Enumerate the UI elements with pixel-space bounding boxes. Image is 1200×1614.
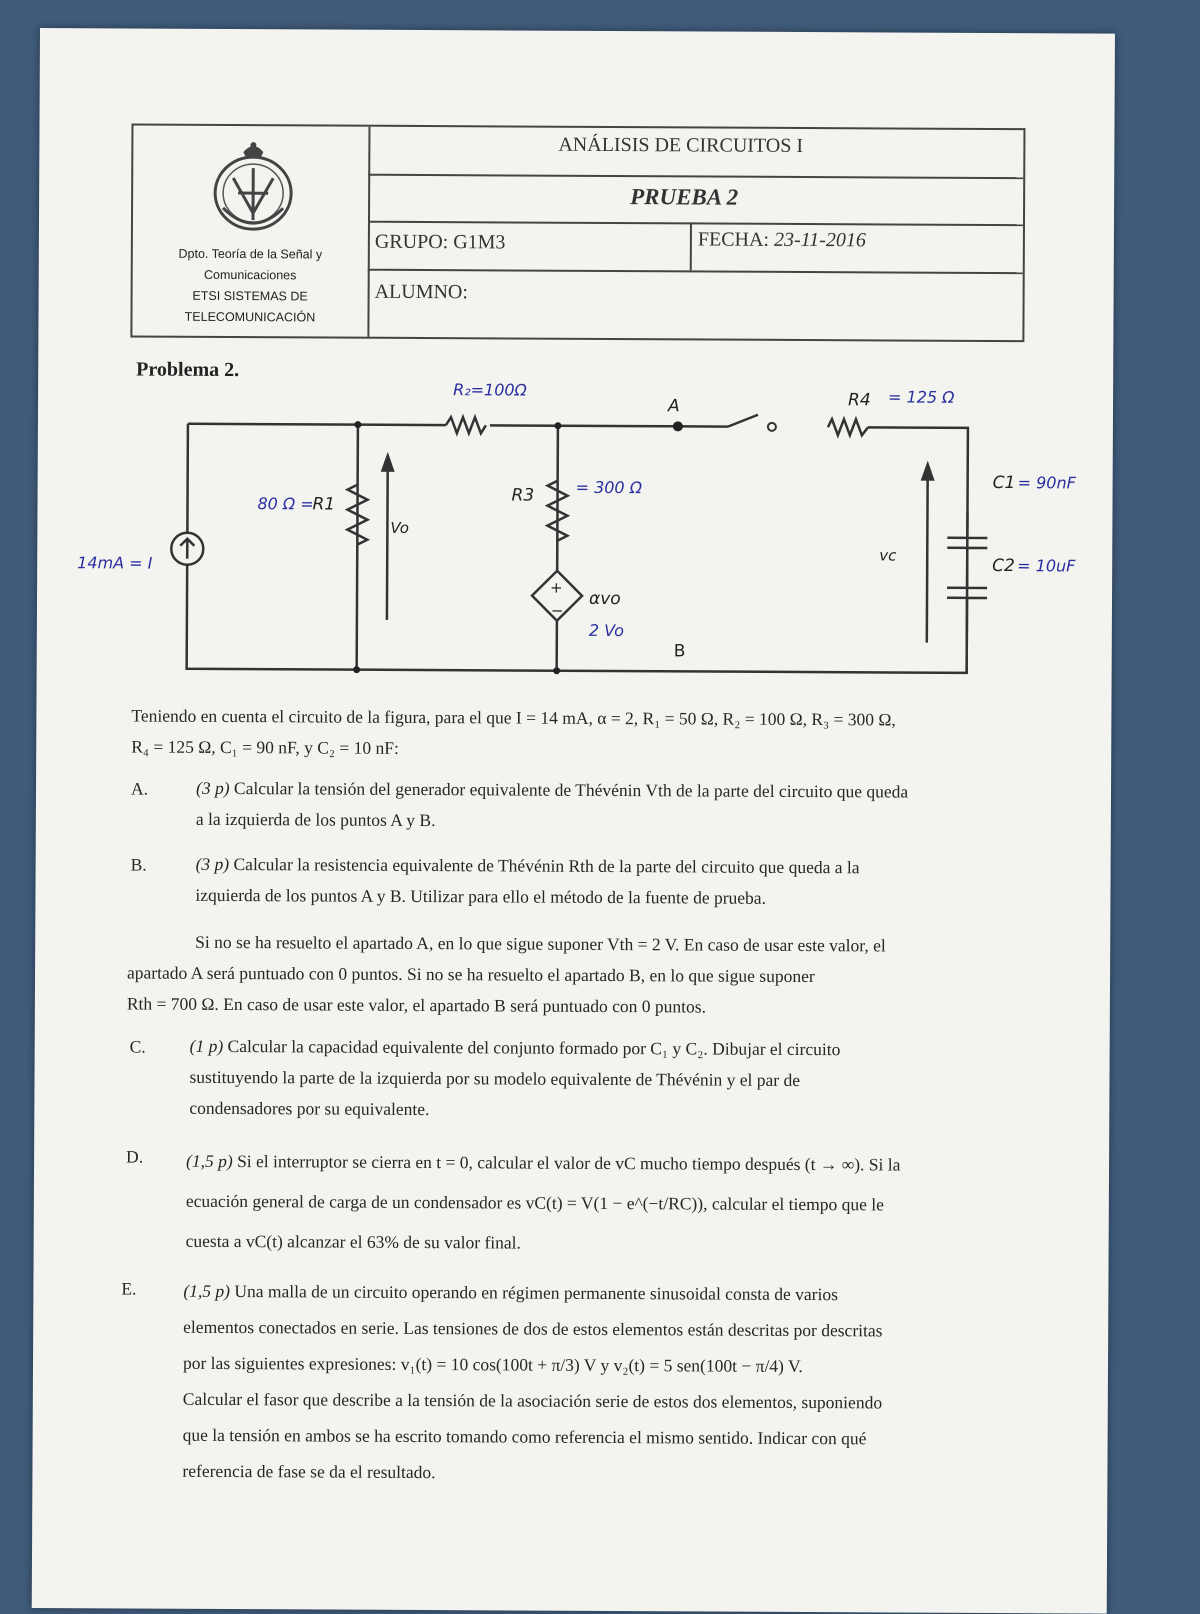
- group-field: GRUPO: G1M3: [374, 230, 506, 254]
- section-letter: E.: [121, 1278, 137, 1299]
- plus-sign: +: [550, 578, 563, 597]
- note-line: apartado A será puntuado con 0 puntos. Si no se ha resuelto el apartado B, en lo que sigue suponer: [127, 962, 815, 987]
- section-points: (1,5 p): [183, 1280, 231, 1302]
- section-text: Calcular la resistencia equivalente de Thévénin Rth de la parte del circuito que queda a la: [233, 854, 860, 878]
- section-points: (1,5 p): [186, 1150, 233, 1172]
- university-crest-icon: [208, 138, 299, 238]
- note-paragraph: [127, 926, 1032, 1024]
- section-text: referencia de fase se da el resultado.: [182, 1460, 436, 1483]
- section-points: (3 p): [195, 777, 230, 799]
- section-text: que la tensión en ambos se ha escrito tomando como referencia el mismo sentido. Indicar con qué: [182, 1424, 867, 1449]
- date-value: 23-11-2016: [773, 228, 866, 252]
- handwritten-c1: = 90nF: [1017, 473, 1076, 493]
- section-text: Si el interruptor se cierra en t = 0, calcular el valor de vC mucho tiempo después (t → ∞). Si la: [237, 1151, 901, 1175]
- node-dot: [353, 666, 360, 673]
- section-letter: A.: [130, 778, 149, 799]
- department-line: Dpto. Teoría de la Señal y: [178, 246, 323, 262]
- c2-label: C2: [992, 555, 1015, 577]
- node-a-label: A: [667, 396, 680, 417]
- r1-label: R1: [312, 494, 336, 515]
- intro-line: Teniendo en cuenta el circuito de la figura, para el que I = 14 mA, α = 2, R₁ = 50 Ω, R₂ = 100 Ω, R₃ = 300 Ω,: [131, 705, 896, 730]
- section-letter: D.: [126, 1146, 144, 1167]
- section-letter: B.: [130, 854, 147, 875]
- date-label: FECHA:: [697, 228, 770, 251]
- dependent-source-label: αvo: [588, 588, 621, 610]
- problem-intro: [131, 700, 1031, 767]
- school-line: TELECOMUNICACIÓN: [184, 309, 316, 325]
- section-text: izquierda de los puntos A y B. Utilizar para ello el método de la fuente de prueba.: [195, 884, 767, 908]
- section-text: cuesta a vC(t) alcanzar el 63% de su valor final.: [185, 1230, 521, 1253]
- c1-label: C1: [992, 472, 1016, 494]
- test-title: PRUEBA 2: [630, 184, 739, 210]
- handwritten-current: 14mA = I: [77, 553, 153, 573]
- department-line: Comunicaciones: [203, 267, 297, 283]
- student-field: ALUMNO:: [374, 280, 469, 304]
- department-text: [132, 243, 367, 328]
- node-a-dot: [673, 421, 683, 431]
- note-line: Si no se ha resuelto el apartado A, en lo que sigue suponer Vth = 2 V. En caso de usar este valor, el: [195, 931, 886, 956]
- section-text: Calcular la tensión del generador equivalente de Thévénin Vth de la parte del circuito que queda: [233, 778, 909, 802]
- r4-label: R4: [848, 390, 871, 411]
- exam-sheet: [32, 28, 1115, 1614]
- section-text: condensadores por su equivalente.: [189, 1097, 430, 1120]
- section-text: sustituyendo la parte de la izquierda por su modelo equivalente de Thévénin y el par de: [189, 1066, 801, 1090]
- section-points: (1 p): [189, 1035, 224, 1056]
- section-text: por las siguientes expresiones: v₁(t) = 10 cos(100t + π/3) V y v₂(t) = 5 sen(100t − π/4) V.: [182, 1352, 803, 1377]
- vo-label: Vo: [390, 518, 409, 537]
- section-text: ecuación general de carga de un condensador es vC(t) = V(1 − e^(−t/RC)), calcular el tiempo que le: [185, 1190, 884, 1215]
- section-text: elementos conectados en serie. Las tensiones de dos de estos elementos están descritas por descritas: [183, 1316, 883, 1341]
- nodes: [353, 420, 683, 675]
- handwritten-r1: 80 Ω =: [257, 494, 314, 514]
- note-line: Rth = 700 Ω. En caso de usar este valor, el apartado B será puntuado con 0 puntos.: [126, 993, 707, 1017]
- r3-label: R3: [511, 485, 535, 506]
- handwritten-c2: = 10uF: [1017, 556, 1076, 576]
- handwritten-r4: = 125 Ω: [888, 387, 955, 407]
- node-b-label: B: [673, 641, 686, 662]
- node-dot: [554, 422, 561, 429]
- section-text: a la izquierda de los puntos A y B.: [195, 808, 436, 831]
- section-text: Una malla de un circuito operando en régimen permanente sinusoidal consta de varios: [234, 1281, 839, 1305]
- section-text: Calcular la capacidad equivalente del conjunto formado por C₁ y C₂. Dibujar el circuito: [227, 1035, 841, 1060]
- course-title: ANÁLISIS DE CIRCUITOS I: [558, 133, 804, 157]
- handwritten-r3: = 300 Ω: [575, 477, 642, 498]
- section-letter: C.: [129, 1036, 146, 1057]
- handwritten-dependent: 2 Vo: [588, 620, 624, 641]
- department-block: [132, 125, 370, 336]
- intro-line: R₄ = 125 Ω, C₁ = 90 nF, y C₂ = 10 nF:: [131, 736, 399, 758]
- section-points: (3 p): [195, 853, 230, 875]
- school-line: ETSI SISTEMAS DE: [192, 288, 308, 304]
- circuit-diagram: [66, 368, 1088, 703]
- handwritten-r2: R₂=100Ω: [453, 380, 527, 400]
- minus-sign: −: [550, 601, 564, 620]
- exam-header: [130, 123, 1025, 342]
- section-text: Calcular el fasor que describe a la tensión de la asociación serie de estos dos elementos, suponiendo: [182, 1388, 883, 1413]
- vc-label: vc: [879, 546, 897, 565]
- node-dot: [553, 667, 560, 674]
- problem-title: Problema 2.: [136, 358, 240, 382]
- node-dot: [354, 421, 361, 428]
